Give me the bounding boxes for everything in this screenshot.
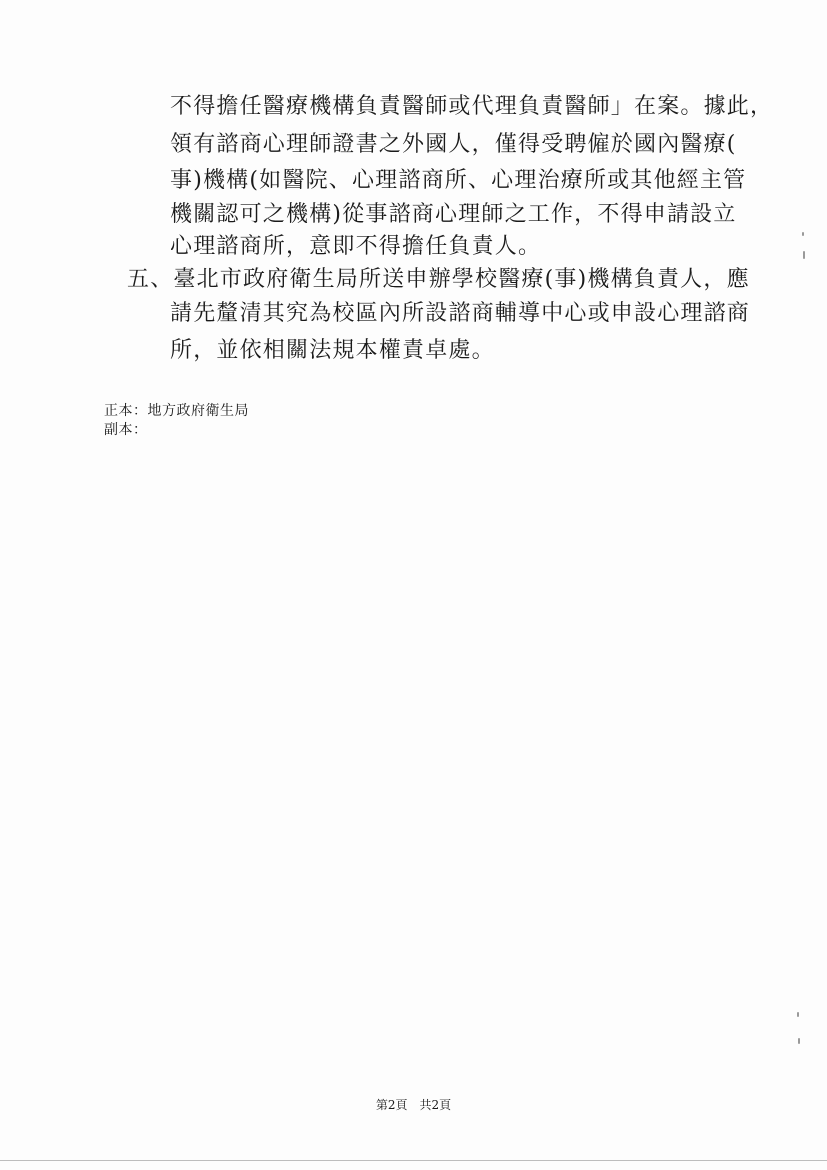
item-five-line-2: 請先釐清其究為校區內所設諮商輔導中心或申設心理諮商 [170,301,751,326]
scan-speck [802,232,804,236]
paragraph-line-1: 不得擔任醫療機構負責醫師或代理負責醫師」在案。據此， [170,94,774,119]
paragraph-line-3: 事)機構(如醫院、心理諮商所、心理治療所或其他經主管 [170,168,747,193]
scan-speck [797,1012,799,1017]
scan-speck [798,1038,800,1044]
item-five-line-3: 所，並依相關法規本權責卓處。 [170,338,495,363]
scan-edge [0,1160,827,1161]
distribution-original: 正本：地方政府衛生局 [104,403,249,419]
paragraph-line-2: 領有諮商心理師證書之外國人，僅得受聘僱於國內醫療( [170,132,737,157]
paragraph-line-4: 機關認可之機構)從事諮商心理師之工作，不得申請設立 [170,202,737,227]
page-number: 第2頁 共2頁 [375,1098,452,1112]
distribution-copy: 副本： [104,422,148,438]
paragraph-line-5: 心理諮商所，意即不得擔任負責人。 [170,234,542,259]
item-five-line-1: 五、臺北市政府衛生局所送申辦學校醫療(事)機構負責人，應 [127,267,750,292]
scan-speck [803,251,805,259]
